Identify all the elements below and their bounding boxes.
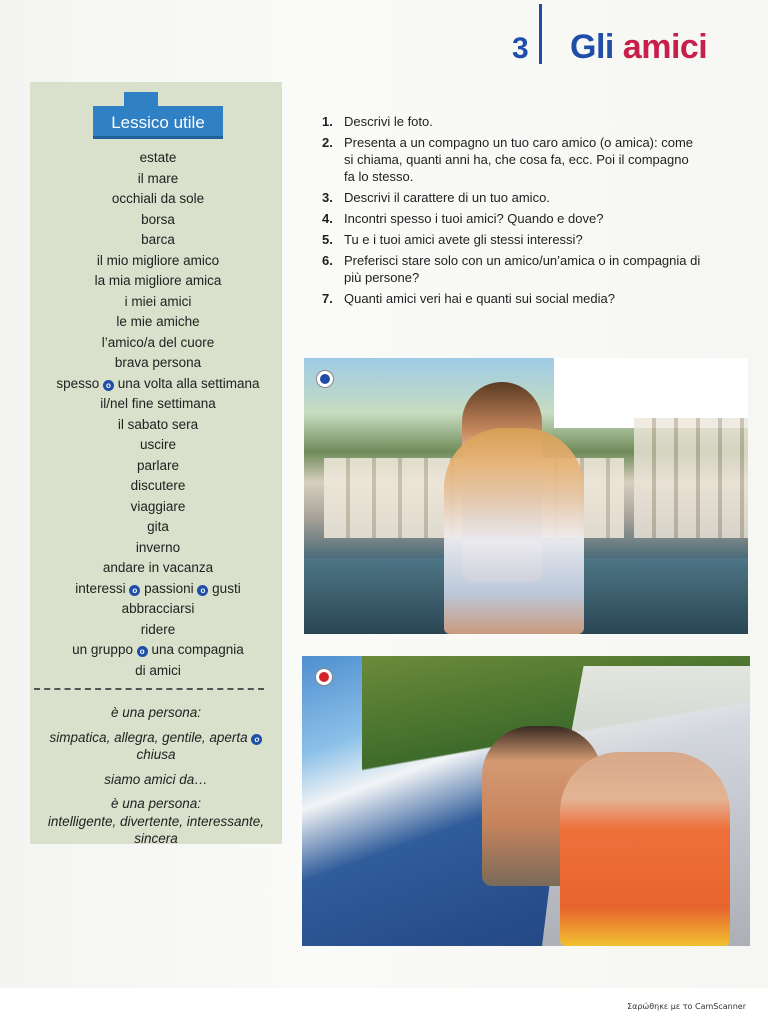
vocab-item: i miei amici (124, 293, 192, 309)
question-item (322, 210, 702, 227)
vocab-item: viaggiare (130, 498, 186, 514)
vocab-item: inverno (135, 539, 181, 555)
question-text: Preferisci stare solo con un amico/un’amica o in compagnia di più persone? (344, 253, 701, 285)
phrase-line: è una persona: (110, 796, 202, 811)
phrase-line: sincera (134, 831, 178, 846)
question-item (322, 134, 702, 185)
question-number: 5. (322, 232, 333, 247)
question-text: Incontri spesso i tuoi amici? Quando e dove? (344, 211, 604, 226)
phrase-adjectives-end: chiusa (136, 747, 176, 762)
vocab-frequency-b: una volta alla settimana (117, 375, 260, 391)
photo-hillside-buildings (634, 418, 748, 538)
vocab-item: estate (139, 150, 177, 165)
vocab-item-group-cont: di amici (135, 662, 181, 678)
vocab-item: il sabato sera (117, 416, 199, 432)
vocab-item-interests (30, 579, 286, 600)
photo-person (444, 428, 584, 634)
title-word-2: amici (622, 28, 708, 66)
vocab-item: discutere (130, 478, 186, 493)
dashed-divider (34, 688, 264, 690)
vocab-item: il/nel fine settimana (100, 396, 216, 411)
question-number: 3. (322, 190, 333, 205)
vocab-item: andare in vacanza (102, 560, 214, 575)
lessico-heading: Lessico utile (93, 106, 223, 139)
question-text: Descrivi il carattere di un tuo amico. (344, 190, 550, 205)
vocab-frequency-a: spesso (56, 375, 100, 391)
vocab-item: ridere (140, 621, 176, 637)
vocab-item: borsa (141, 211, 175, 227)
photo-friends-coast (304, 358, 748, 634)
phrase: siamo amici da… (104, 771, 208, 787)
question-number: 2. (322, 135, 333, 150)
phrase-adjectives-text: simpatica, allegra, gentile, aperta (49, 729, 248, 745)
vocab-item: gita (147, 519, 169, 534)
or-separator-icon: o (129, 585, 140, 596)
vocab-item: occhiali da sole (111, 191, 205, 206)
photo-person (560, 752, 730, 946)
question-item (322, 113, 702, 130)
photo-marker-red-icon (315, 668, 333, 686)
vocab-item: le mie amiche (116, 314, 200, 329)
page-title (570, 28, 707, 67)
question-item (322, 231, 702, 248)
vocab-group-a: un gruppo (72, 642, 133, 657)
question-number: 4. (322, 211, 333, 226)
or-separator-icon: o (251, 734, 262, 745)
or-separator-icon: o (137, 646, 148, 657)
question-text: Descrivi le foto. (344, 114, 433, 129)
phrase-adjectives (30, 729, 282, 764)
vocab-interest: passioni (144, 580, 194, 596)
question-text: Quanti amici veri hai e quanti sui social media? (344, 291, 615, 306)
vocab-item-group (30, 640, 286, 661)
question-number: 1. (322, 114, 333, 129)
photo-friends-boat-selfie (302, 656, 750, 946)
title-word-1: Gli (570, 28, 614, 66)
vocab-interest: gusti (212, 580, 241, 596)
or-separator-icon: o (197, 585, 208, 596)
question-item (322, 189, 702, 206)
phrase-line: intelligente, divertente, interessante, (47, 813, 265, 829)
question-number: 7. (322, 291, 333, 306)
vocab-item: l’amico/a del cuore (101, 334, 215, 350)
vocab-item-frequency (30, 374, 286, 395)
question-text: Tu e i tuoi amici avete gli stessi interessi? (344, 232, 583, 247)
or-separator-icon: o (103, 380, 114, 391)
photo-marker-blue-icon (316, 370, 334, 388)
phrase: è una persona: (110, 705, 202, 720)
question-item (322, 252, 702, 286)
vocab-item: brava persona (114, 355, 202, 370)
vocab-item: parlare (136, 457, 180, 473)
phrase-adjectives-2 (30, 795, 282, 848)
vocabulary-list (30, 148, 286, 681)
vocab-item: uscire (139, 437, 176, 452)
question-number: 6. (322, 253, 333, 268)
vocab-item: il mare (137, 170, 179, 186)
vocab-group-b: una compagnia (151, 642, 244, 657)
chapter-number: 3 (512, 32, 529, 65)
chapter-divider (539, 4, 542, 64)
vocab-item: abbracciarsi (121, 601, 195, 616)
vocab-item: barca (141, 232, 175, 247)
vocab-item: la mia migliore amica (94, 273, 222, 288)
vocab-interest: interessi (75, 580, 126, 596)
question-item (322, 290, 702, 307)
scanner-watermark: Σαρώθηκε με το CamScanner (627, 1002, 746, 1011)
useful-phrases (30, 704, 282, 855)
discussion-questions (322, 113, 702, 311)
question-text: Presenta a un compagno un tuo caro amico (o amica): come si chiama, quanti anni ha, che cosa fa, ecc. Poi il compagno fa lo stesso. (344, 135, 694, 184)
vocab-item: il mio migliore amico (96, 252, 220, 268)
